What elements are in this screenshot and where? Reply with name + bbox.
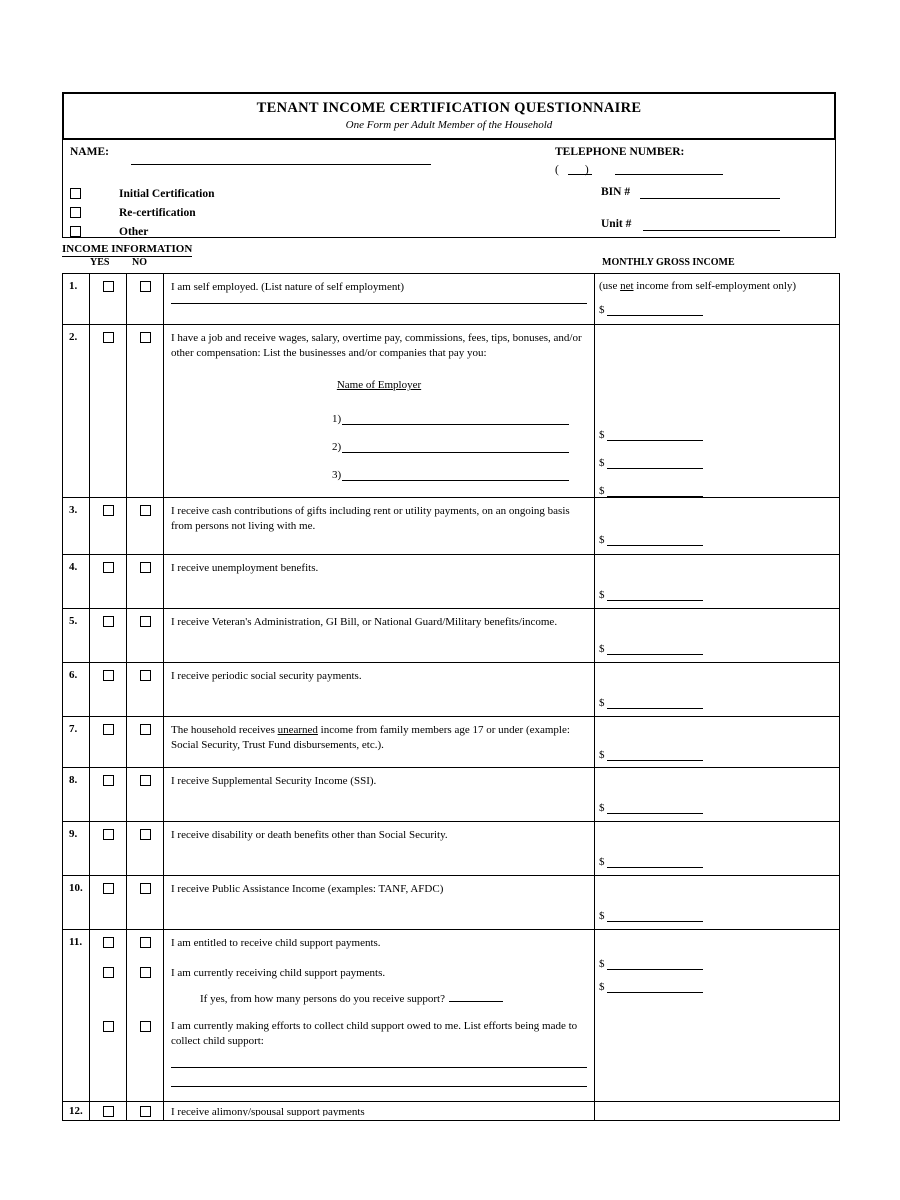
- amount-input[interactable]: [607, 981, 703, 993]
- employer-name-input[interactable]: [342, 468, 569, 481]
- page-title: TENANT INCOME CERTIFICATION QUESTIONNAIRE: [256, 100, 642, 116]
- question-number: 1.: [69, 280, 78, 292]
- question-text-cell: [164, 555, 595, 609]
- checkbox-icon[interactable]: [103, 724, 114, 735]
- question-number: 11.: [69, 936, 83, 948]
- question-number-cell: [63, 325, 90, 498]
- telephone-label-text: TELEPHONE NUMBER:: [555, 146, 685, 158]
- amount-input[interactable]: [607, 304, 703, 316]
- table-row: [63, 663, 840, 717]
- amount-input-row[interactable]: [595, 441, 839, 469]
- amount-input-row[interactable]: [595, 910, 839, 922]
- checkbox-icon[interactable]: [140, 829, 151, 840]
- table-row: [63, 609, 840, 663]
- question-number-cell: [63, 768, 90, 822]
- amount-cell: [595, 663, 840, 717]
- employer-row-label: 2): [332, 441, 342, 453]
- question-text-cell: [164, 274, 595, 325]
- bin-input[interactable]: [640, 198, 780, 199]
- question-number: 2.: [69, 331, 78, 343]
- certification-option-other[interactable]: [70, 222, 400, 241]
- column-header-no: NO: [132, 257, 147, 268]
- child-support-efforts-input-1[interactable]: [171, 1067, 587, 1068]
- question-text-cell: [164, 822, 595, 876]
- question-number: 6.: [69, 669, 78, 681]
- question-number-cell: [63, 930, 90, 1102]
- paren-open: (: [555, 164, 559, 176]
- currency-symbol: $: [599, 643, 605, 655]
- table-row: [63, 876, 840, 930]
- question-number-cell: [63, 1102, 90, 1121]
- amount-input[interactable]: [607, 429, 703, 441]
- checkbox-icon[interactable]: [103, 775, 114, 786]
- checkbox-icon[interactable]: [103, 332, 114, 343]
- question-number: 3.: [69, 504, 78, 516]
- employer-row[interactable]: [164, 453, 594, 481]
- amount-cell: [595, 498, 840, 555]
- currency-symbol: $: [599, 589, 605, 601]
- question-text: I am self employed. (List nature of self employment): [171, 281, 405, 293]
- question-number-cell: [63, 498, 90, 555]
- answer-yes-cell[interactable]: [90, 1102, 127, 1121]
- question-text-cell: [164, 768, 595, 822]
- amount-input[interactable]: [607, 856, 703, 868]
- amount-input-row[interactable]: [595, 802, 839, 814]
- certification-option-label: Initial Certification: [119, 187, 215, 200]
- question-number-cell: [63, 555, 90, 609]
- table-row: [63, 555, 840, 609]
- bin-label: BIN #: [601, 186, 631, 198]
- checkbox-icon[interactable]: [70, 207, 81, 218]
- amount-input[interactable]: [607, 910, 703, 922]
- question-text: I receive Veteran's Administration, GI Bill, or National Guard/Military benefits/income.: [171, 616, 558, 628]
- question-text: I receive alimony/spousal support payments: [171, 1106, 365, 1116]
- question-text-cell: [164, 717, 595, 768]
- question-number: 12.: [69, 1105, 83, 1117]
- question-text: The household receives unearned income from family members age 17 or under (example: Social Security, Trust Fund disbursements, etc.).: [171, 724, 570, 751]
- form-title-box: [62, 92, 836, 140]
- amount-input-row[interactable]: [595, 643, 839, 655]
- form-subtitle: One Form per Adult Member of the Household: [345, 119, 553, 131]
- employer-row[interactable]: [164, 397, 594, 425]
- answer-no-cell[interactable]: [127, 498, 164, 555]
- question-number-cell: [63, 876, 90, 930]
- answer-yes-cell[interactable]: [90, 876, 127, 930]
- currency-symbol: $: [599, 802, 605, 814]
- question-text-cell: [164, 663, 595, 717]
- amount-input[interactable]: [607, 485, 703, 497]
- checkbox-icon[interactable]: [103, 883, 114, 894]
- amount-cell: [595, 555, 840, 609]
- checkbox-icon[interactable]: [140, 1021, 151, 1032]
- amount-cell: [595, 274, 840, 325]
- answer-no-cell[interactable]: [127, 555, 164, 609]
- question-text: I receive unemployment benefits.: [171, 562, 319, 574]
- amount-placeholder: [595, 1102, 839, 1116]
- tenant-income-certification-form: [62, 92, 836, 1121]
- question-text-cell: [164, 609, 595, 663]
- amount-input-row[interactable]: [595, 534, 839, 546]
- question-text-cell: [164, 1102, 595, 1121]
- amount-cell: [595, 1102, 840, 1121]
- table-row: [63, 274, 840, 325]
- unit-input[interactable]: [643, 230, 780, 231]
- currency-symbol: $: [599, 429, 605, 441]
- amount-input-row[interactable]: [595, 697, 839, 709]
- answer-yes-cell[interactable]: [90, 717, 127, 768]
- certification-option-recertification[interactable]: [70, 203, 400, 222]
- name-input[interactable]: [131, 164, 431, 165]
- currency-symbol: $: [599, 534, 605, 546]
- column-header-yes: YES: [90, 257, 110, 268]
- amount-input-row[interactable]: [595, 589, 839, 601]
- employer-heading: Name of Employer: [336, 379, 422, 391]
- checkbox-icon[interactable]: [140, 724, 151, 735]
- checkbox-icon[interactable]: [140, 670, 151, 681]
- question-number: 8.: [69, 774, 78, 786]
- question-text-cell: [164, 498, 595, 555]
- certification-option-label: Other: [119, 225, 149, 238]
- telephone-areacode-input[interactable]: [568, 174, 592, 175]
- certification-type-group: [70, 184, 400, 241]
- question-text: I receive disability or death benefits other than Social Security.: [171, 829, 448, 841]
- answer-yes-cell[interactable]: [90, 498, 127, 555]
- checkbox-icon[interactable]: [103, 281, 114, 292]
- currency-symbol: $: [599, 457, 605, 469]
- table-row: [63, 822, 840, 876]
- answer-yes-cell[interactable]: [90, 768, 127, 822]
- table-row: [63, 930, 840, 1102]
- checkbox-icon[interactable]: [103, 967, 114, 978]
- amount-cell: [595, 930, 840, 1102]
- answer-yes-cell[interactable]: [90, 274, 127, 325]
- amount-input[interactable]: [607, 534, 703, 546]
- checkbox-icon[interactable]: [103, 1021, 114, 1032]
- currency-symbol: $: [599, 697, 605, 709]
- question-number-cell: [63, 609, 90, 663]
- employer-row[interactable]: [164, 425, 594, 453]
- checkbox-icon[interactable]: [103, 937, 114, 948]
- amount-input[interactable]: [607, 697, 703, 709]
- currency-symbol: $: [599, 958, 605, 970]
- answer-no-cell[interactable]: [127, 663, 164, 717]
- checkbox-icon[interactable]: [103, 670, 114, 681]
- table-row: [63, 498, 840, 555]
- employer-row-label: 3): [332, 469, 342, 481]
- checkbox-icon[interactable]: [103, 829, 114, 840]
- child-support-persons-row: [164, 981, 594, 1007]
- amount-input-row[interactable]: [595, 958, 839, 970]
- amount-input-row[interactable]: [595, 304, 839, 316]
- question-number: 4.: [69, 561, 78, 573]
- question-text: I receive periodic social security payments.: [171, 670, 362, 682]
- amount-input-row[interactable]: [595, 856, 839, 868]
- child-support-efforts-text: I am currently making efforts to collect child support owed to me. List efforts being made to collect child support:: [171, 1020, 578, 1047]
- checkbox-icon[interactable]: [140, 967, 151, 978]
- amount-cell: [595, 822, 840, 876]
- checkbox-icon[interactable]: [140, 505, 151, 516]
- answer-yes-cell[interactable]: [90, 930, 127, 1102]
- question-number: 5.: [69, 615, 78, 627]
- amount-cell: [595, 768, 840, 822]
- table-row: [63, 1102, 840, 1121]
- table-row: [63, 768, 840, 822]
- answer-no-cell[interactable]: [127, 325, 164, 498]
- question-number-cell: [63, 822, 90, 876]
- checkbox-icon[interactable]: [103, 505, 114, 516]
- checkbox-icon[interactable]: [140, 281, 151, 292]
- amount-cell: [595, 876, 840, 930]
- answer-yes-cell[interactable]: [90, 555, 127, 609]
- certification-option-label: Re-certification: [119, 206, 196, 219]
- child-support-persons-label: If yes, from how many persons do you receive support?: [200, 993, 445, 1005]
- unit-label: Unit #: [601, 218, 632, 230]
- checkbox-icon[interactable]: [103, 1106, 114, 1117]
- checkbox-icon[interactable]: [140, 332, 151, 343]
- column-header-monthly-gross-income: MONTHLY GROSS INCOME: [602, 257, 735, 268]
- answer-no-cell[interactable]: [127, 822, 164, 876]
- answer-yes-cell[interactable]: [90, 663, 127, 717]
- income-information-heading: INCOME INFORMATION: [62, 243, 193, 255]
- question-text: I receive cash contributions of gifts including rent or utility payments, on an ongoing basis from persons not living with me.: [171, 505, 570, 532]
- telephone-number-input[interactable]: [615, 174, 723, 175]
- checkbox-icon[interactable]: [103, 562, 114, 573]
- checkbox-icon[interactable]: [140, 1106, 151, 1117]
- name-label: [70, 146, 109, 158]
- checkbox-icon[interactable]: [140, 775, 151, 786]
- currency-symbol: $: [599, 910, 605, 922]
- amount-input[interactable]: [607, 589, 703, 601]
- currency-symbol: $: [599, 856, 605, 868]
- amount-cell: [595, 325, 840, 498]
- employer-name-input[interactable]: [342, 440, 569, 453]
- name-label-text: NAME:: [70, 146, 109, 158]
- table-row: [63, 325, 840, 498]
- answer-no-cell[interactable]: [127, 717, 164, 768]
- question-number-cell: [63, 274, 90, 325]
- amount-input[interactable]: [607, 958, 703, 970]
- amount-input[interactable]: [607, 802, 703, 814]
- income-questions-table: [62, 273, 840, 1121]
- checkbox-icon[interactable]: [140, 937, 151, 948]
- question-text-cell: [164, 876, 595, 930]
- checkbox-icon[interactable]: [70, 188, 81, 199]
- currency-symbol: $: [599, 749, 605, 761]
- question-text: I receive Public Assistance Income (examples: TANF, AFDC): [171, 883, 444, 895]
- currency-symbol: $: [599, 304, 605, 316]
- answer-no-cell[interactable]: [127, 876, 164, 930]
- paren-close: ): [584, 164, 589, 176]
- question-number: 7.: [69, 723, 78, 735]
- checkbox-icon[interactable]: [140, 883, 151, 894]
- checkbox-icon[interactable]: [103, 616, 114, 627]
- amount-input-row[interactable]: [595, 749, 839, 761]
- answer-no-cell[interactable]: [127, 1102, 164, 1121]
- employer-name-input[interactable]: [342, 412, 569, 425]
- checkbox-icon[interactable]: [70, 226, 81, 237]
- answer-no-cell[interactable]: [127, 609, 164, 663]
- form-header-block: [62, 140, 836, 238]
- question-number: 10.: [69, 882, 83, 894]
- child-support-persons-input[interactable]: [449, 990, 503, 1002]
- checkbox-icon[interactable]: [140, 562, 151, 573]
- question-text-cell: [164, 930, 595, 1102]
- column-headers: [62, 257, 836, 273]
- question-text-cell: [164, 325, 595, 498]
- child-support-receiving-text: I am currently receiving child support payments.: [171, 967, 386, 979]
- amount-input[interactable]: [607, 749, 703, 761]
- question-number-cell: [63, 663, 90, 717]
- certification-option-initial[interactable]: [70, 184, 400, 203]
- employer-row-label: 1): [332, 413, 342, 425]
- amount-cell: [595, 609, 840, 663]
- currency-symbol: $: [599, 485, 605, 497]
- answer-no-cell[interactable]: [127, 768, 164, 822]
- amount-input[interactable]: [607, 457, 703, 469]
- answer-yes-cell[interactable]: [90, 822, 127, 876]
- telephone-label: [555, 146, 684, 158]
- amount-input-row[interactable]: [595, 469, 839, 497]
- answer-no-cell[interactable]: [127, 930, 164, 1102]
- question-text: I have a job and receive wages, salary, overtime pay, commissions, fees, tips, bonuses, and/or other compensation: List the businesses and/or companies that pay you:: [171, 332, 582, 359]
- amount-input-row[interactable]: [595, 413, 839, 441]
- checkbox-icon[interactable]: [140, 616, 151, 627]
- answer-yes-cell[interactable]: [90, 325, 127, 498]
- currency-symbol: $: [599, 981, 605, 993]
- question-number: 9.: [69, 828, 78, 840]
- amount-input-row[interactable]: [595, 981, 839, 993]
- question-number-cell: [63, 717, 90, 768]
- question-text: I am entitled to receive child support payments.: [171, 937, 381, 949]
- amount-input[interactable]: [607, 643, 703, 655]
- question-text: I receive Supplemental Security Income (SSI).: [171, 775, 377, 787]
- table-row: [63, 717, 840, 768]
- answer-yes-cell[interactable]: [90, 609, 127, 663]
- net-income-note: (use net income from self-employment only): [599, 280, 797, 292]
- answer-no-cell[interactable]: [127, 274, 164, 325]
- amount-cell: [595, 717, 840, 768]
